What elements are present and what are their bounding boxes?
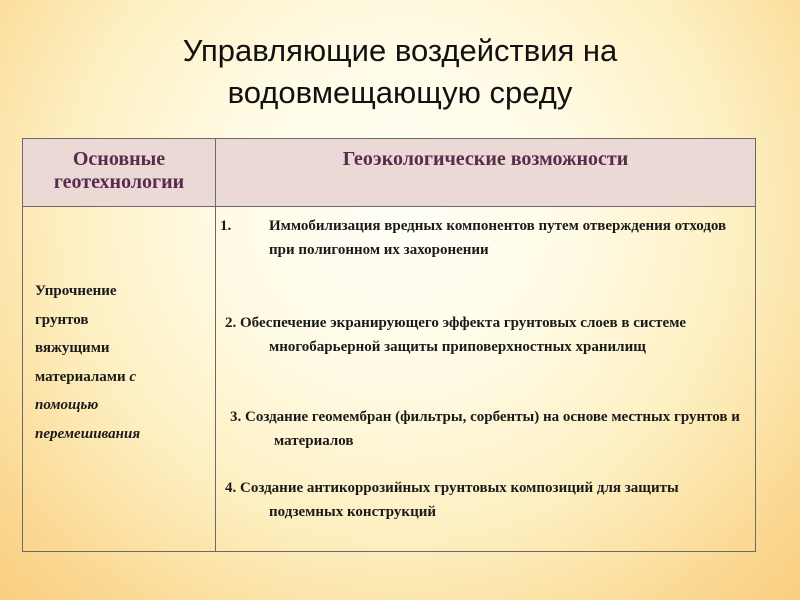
technologies-table: [22, 138, 756, 552]
technology-line: вяжущими: [35, 340, 110, 356]
technology-text-italic: с: [129, 368, 137, 385]
list-item-number: 1.: [220, 218, 232, 234]
list-item-text: 2. Обеспечение экранирующего эффекта грунтовых слоев в системе многобарьерной защиты приповерхностных хранилищ: [225, 315, 687, 355]
header-col1-line-2: геотехнологии: [53, 171, 185, 193]
slide-title: [0, 30, 800, 114]
table-header-row: [23, 139, 755, 207]
slide-title-line-1: Управляющие воздействия на: [182, 33, 618, 68]
technology-line: [35, 363, 213, 392]
cell-technology-description: [35, 277, 213, 448]
list-item-text: 3. Создание геомембран (фильтры, сорбенты) на основе местных грунтов и материалов: [230, 409, 740, 449]
header-col1-line-1: Основные: [72, 148, 166, 170]
technology-line: грунтов: [35, 311, 89, 328]
technology-line: Упрочнение: [35, 283, 117, 299]
list-item-text: 4. Создание антикоррозийных грунтовых композиций для защиты подземных конструкций: [225, 480, 679, 520]
slide-title-line-2: водовмещающую среду: [227, 75, 573, 110]
technology-line: помощью: [35, 397, 99, 413]
technology-text: материалами: [35, 368, 130, 385]
column-divider: [215, 139, 216, 551]
header-geoecological-possibilities: Геоэкологические возможности: [342, 148, 629, 170]
list-item-text: Иммобилизация вредных компонентов путем отверждения отходов при полигонном их захоронении: [269, 218, 727, 258]
technology-line: перемешивания: [35, 425, 141, 442]
header-basic-geotechnologies: [23, 148, 215, 194]
